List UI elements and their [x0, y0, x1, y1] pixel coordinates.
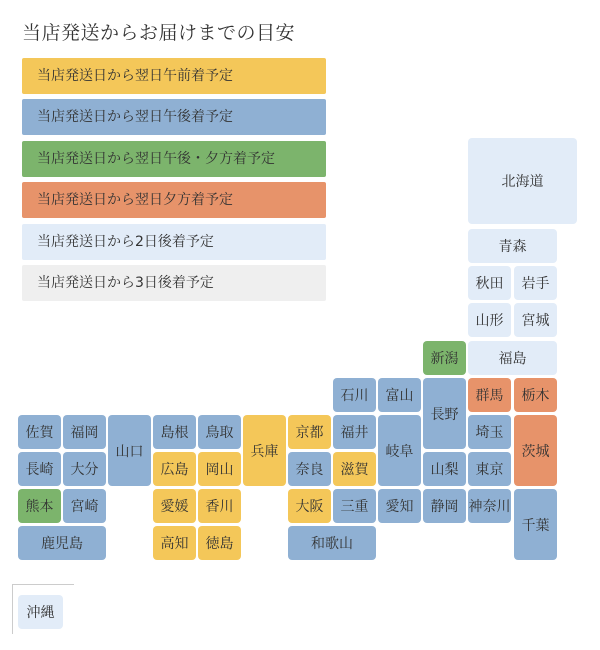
legend-label: 当店発送日から翌日午前着予定: [37, 68, 233, 84]
prefecture-tottori[interactable]: 鳥取: [198, 415, 241, 449]
legend-label: 当店発送日から3日後着予定: [37, 275, 214, 291]
legend-item-next-morning: [22, 58, 326, 94]
legend-item-next-afternoon-evening: [22, 141, 326, 177]
prefecture-toyama[interactable]: 富山: [378, 378, 421, 412]
prefecture-osaka[interactable]: 大阪: [288, 489, 331, 523]
prefecture-aomori[interactable]: 青森: [468, 229, 557, 263]
prefecture-gifu[interactable]: 岐阜: [378, 415, 421, 486]
prefecture-iwate[interactable]: 岩手: [514, 266, 557, 300]
prefecture-hokkaido[interactable]: 北海道: [468, 138, 577, 224]
prefecture-hyogo[interactable]: 兵庫: [243, 415, 286, 486]
page-title: 当店発送からお届けまでの目安: [22, 22, 296, 44]
prefecture-kanagawa[interactable]: 神奈川: [468, 489, 511, 523]
prefecture-nara[interactable]: 奈良: [288, 452, 331, 486]
prefecture-fukushima[interactable]: 福島: [468, 341, 557, 375]
prefecture-tokyo[interactable]: 東京: [468, 452, 511, 486]
prefecture-shimane[interactable]: 島根: [153, 415, 196, 449]
prefecture-niigata[interactable]: 新潟: [423, 341, 466, 375]
prefecture-tokushima[interactable]: 徳島: [198, 526, 241, 560]
legend-label: 当店発送日から翌日午後着予定: [37, 109, 233, 125]
prefecture-kochi[interactable]: 高知: [153, 526, 196, 560]
legend-item-three-days: [22, 265, 326, 301]
prefecture-ibaraki[interactable]: 茨城: [514, 415, 557, 486]
prefecture-shiga[interactable]: 滋賀: [333, 452, 376, 486]
prefecture-yamanashi[interactable]: 山梨: [423, 452, 466, 486]
prefecture-tochigi[interactable]: 栃木: [514, 378, 557, 412]
legend-label: 当店発送日から翌日午後・夕方着予定: [37, 151, 275, 167]
legend-item-two-days: [22, 224, 326, 260]
prefecture-kagoshima[interactable]: 鹿児島: [18, 526, 106, 560]
prefecture-fukuoka[interactable]: 福岡: [63, 415, 106, 449]
prefecture-ehime[interactable]: 愛媛: [153, 489, 196, 523]
prefecture-oita[interactable]: 大分: [63, 452, 106, 486]
legend-item-next-afternoon: [22, 99, 326, 135]
prefecture-fukui[interactable]: 福井: [333, 415, 376, 449]
prefecture-miyagi[interactable]: 宮城: [514, 303, 557, 337]
prefecture-saitama[interactable]: 埼玉: [468, 415, 511, 449]
legend-item-next-evening: [22, 182, 326, 218]
prefecture-nagasaki[interactable]: 長崎: [18, 452, 61, 486]
prefecture-chiba[interactable]: 千葉: [514, 489, 557, 560]
prefecture-ishikawa[interactable]: 石川: [333, 378, 376, 412]
prefecture-yamagata[interactable]: 山形: [468, 303, 511, 337]
prefecture-mie[interactable]: 三重: [333, 489, 376, 523]
prefecture-shizuoka[interactable]: 静岡: [423, 489, 466, 523]
prefecture-aichi[interactable]: 愛知: [378, 489, 421, 523]
prefecture-okayama[interactable]: 岡山: [198, 452, 241, 486]
prefecture-kyoto[interactable]: 京都: [288, 415, 331, 449]
prefecture-kumamoto[interactable]: 熊本: [18, 489, 61, 523]
prefecture-kagawa[interactable]: 香川: [198, 489, 241, 523]
prefecture-gunma[interactable]: 群馬: [468, 378, 511, 412]
prefecture-saga[interactable]: 佐賀: [18, 415, 61, 449]
prefecture-wakayama[interactable]: 和歌山: [288, 526, 376, 560]
prefecture-hiroshima[interactable]: 広島: [153, 452, 196, 486]
prefecture-yamaguchi[interactable]: 山口: [108, 415, 151, 486]
legend-label: 当店発送日から翌日夕方着予定: [37, 192, 233, 208]
prefecture-akita[interactable]: 秋田: [468, 266, 511, 300]
prefecture-miyazaki[interactable]: 宮崎: [63, 489, 106, 523]
prefecture-nagano[interactable]: 長野: [423, 378, 466, 449]
prefecture-okinawa[interactable]: 沖縄: [18, 595, 63, 629]
legend-label: 当店発送日から2日後着予定: [37, 234, 214, 250]
